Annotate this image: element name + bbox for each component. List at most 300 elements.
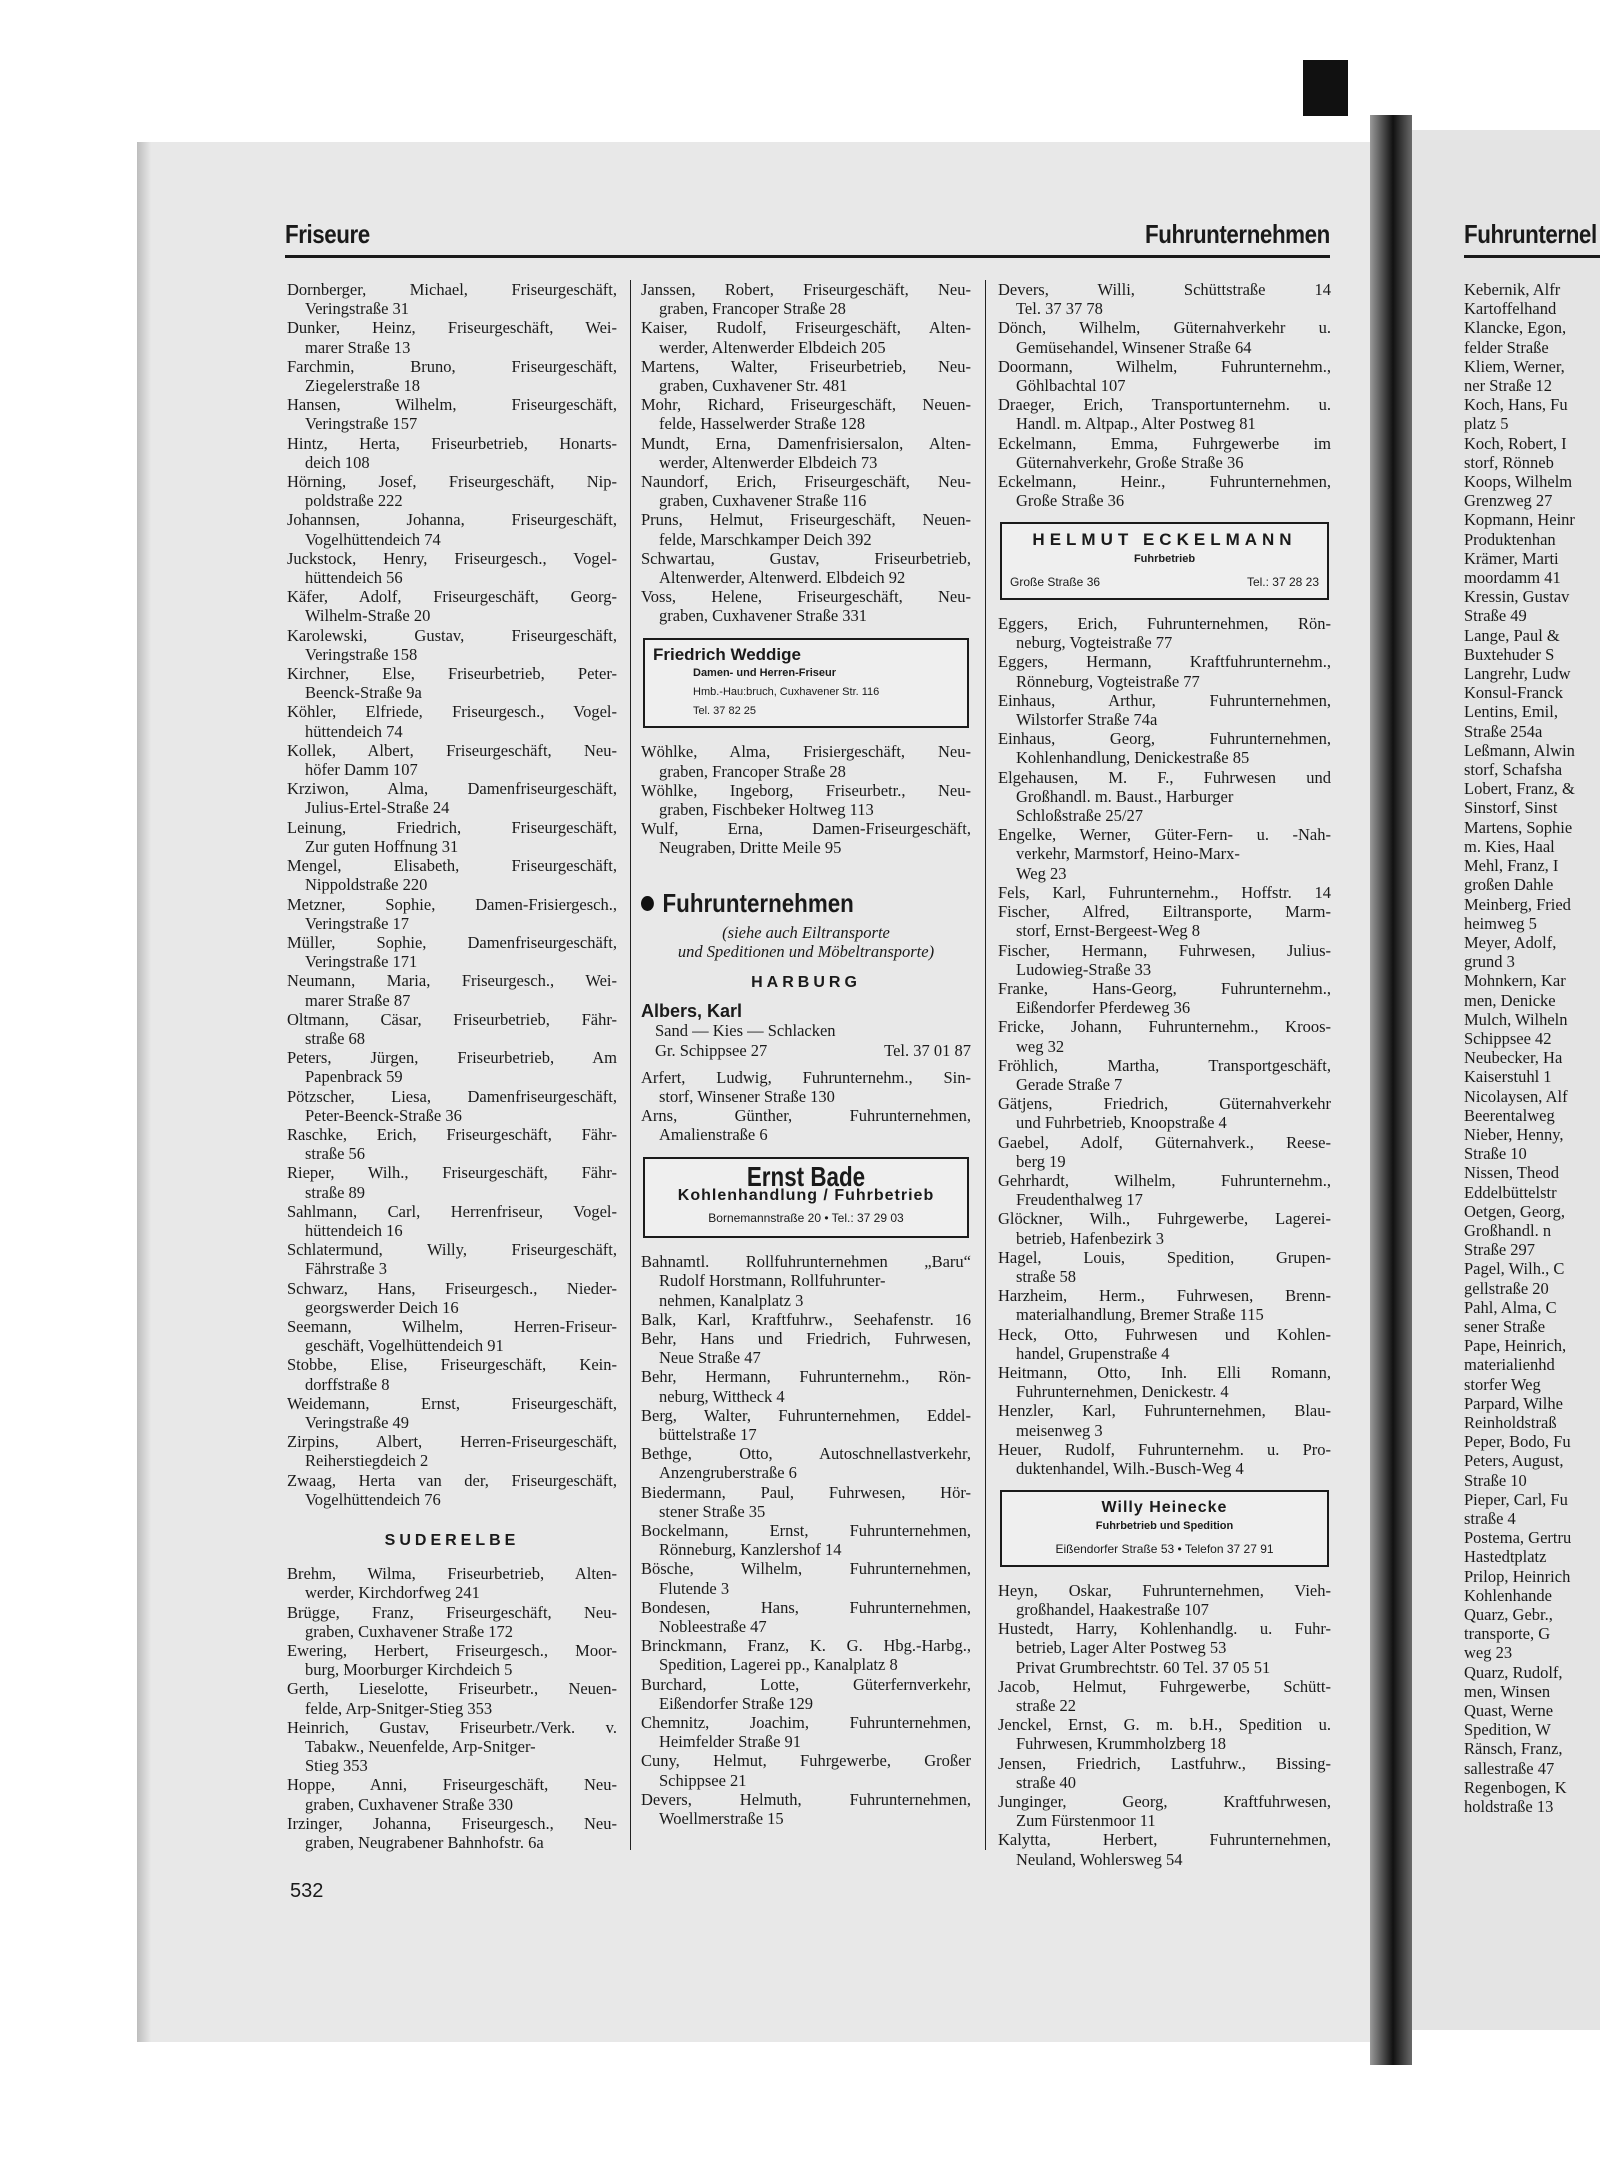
section-heading-suderelbe: SUDERELBE: [384, 1532, 520, 1549]
next-page-line: Kartoffelhand: [1464, 299, 1557, 319]
column-2: [641, 280, 971, 1828]
next-page-line: Koch, Hans, Fu: [1464, 395, 1568, 415]
entry-name-line: Gätjens, Friedrich, Güternahverkehr: [998, 1094, 1331, 1114]
entry-address-line: und Fuhrbetrieb, Knoopstraße 4: [1016, 1113, 1227, 1133]
bullet-icon: [641, 896, 654, 911]
entry-address-line: Stieg 353: [305, 1756, 368, 1776]
directory-entry: [287, 818, 617, 856]
directory-entry: [998, 652, 1331, 690]
directory-entry: [998, 825, 1331, 883]
entry-name-line: Müller, Sophie, Damenfriseurgeschäft,: [287, 932, 617, 952]
entry-address-line: Göhlbachtal 107: [1016, 376, 1126, 396]
next-page-line: Ränsch, Franz,: [1464, 1739, 1563, 1759]
entry-name-line: Hustedt, Harry, Kohlenhandlg. u. Fuhr-: [998, 1619, 1331, 1639]
entry-address-line: Ludowieg-Straße 33: [1016, 959, 1152, 979]
entry-address-line: neburg, Wittheck 4: [659, 1386, 785, 1406]
next-page-line: sallestraße 47: [1464, 1758, 1555, 1778]
directory-entry: [998, 979, 1331, 1017]
directory-entry: [287, 933, 617, 971]
entry-address-line: Veringstraße 49: [305, 1412, 410, 1432]
directory-entry: [287, 1471, 617, 1509]
entry-address-line: straße 40: [1016, 1772, 1077, 1792]
entry-name-line: Draeger, Erich, Transportunternehm. u.: [998, 395, 1331, 415]
entry-address-line: burg, Moorburger Kirchdeich 5: [305, 1660, 513, 1680]
ad-eckelmann: [1000, 522, 1329, 600]
entry-name-line: Fischer, Hermann, Fuhrwesen, Julius-: [998, 940, 1331, 960]
entry-name-line: Dunker, Heinz, Friseurgeschäft, Wei-: [287, 318, 617, 338]
running-head-right: Fuhrunternehmen: [1145, 219, 1330, 249]
directory-entry: [287, 664, 617, 702]
entry-address-line: Spedition, Lagerei pp., Kanalplatz 8: [659, 1655, 898, 1675]
entry-name-line: Seemann, Wilhelm, Herren-Friseur-: [287, 1316, 617, 1336]
ad-eckelmann-row: [1010, 573, 1319, 592]
entry-address-line: storf, Ernst-Bergeest-Weg 8: [1016, 921, 1200, 941]
ad-weddige-tel: Tel. 37 82 25: [693, 705, 756, 718]
next-page-line: m. Kies, Haal: [1464, 836, 1555, 856]
entry-address-line: Julius-Ertel-Straße 24: [305, 798, 450, 818]
directory-entry: [641, 819, 971, 857]
harburg-entries-cont: [641, 1252, 971, 1828]
directory-entry: [287, 1718, 617, 1776]
directory-entry: [287, 1010, 617, 1048]
friseure-entries: [287, 280, 617, 1509]
entry-address-line: Ziegelerstraße 18: [305, 376, 420, 396]
next-page-line: Beerentalweg: [1464, 1105, 1555, 1125]
directory-entry: [287, 779, 617, 817]
directory-entry: [641, 1790, 971, 1828]
next-page-line: Kliem, Werner,: [1464, 356, 1565, 376]
next-page-line: Quarz, Rudolf,: [1464, 1662, 1563, 1682]
entry-address-line: büttelstraße 17: [659, 1424, 757, 1444]
entry-name-line: Devers, Helmuth, Fuhrunternehmen,: [641, 1789, 971, 1809]
ad-eckelmann-title: HELMUT ECKELMANN: [1032, 530, 1297, 550]
directory-entry: [641, 781, 971, 819]
directory-entry: [998, 1581, 1331, 1619]
entry-name-line: Hansen, Wilhelm, Friseurgeschäft,: [287, 395, 617, 415]
directory-entry: [998, 1363, 1331, 1401]
next-page-line: Konsul-Franck: [1464, 683, 1563, 703]
directory-entry: [998, 1171, 1331, 1209]
directory-entry: [641, 1675, 971, 1713]
directory-entry: [998, 1440, 1331, 1478]
next-page-line: Kaiserstuhl 1: [1464, 1067, 1552, 1087]
entry-address-line: Papenbrack 59: [305, 1067, 403, 1087]
entry-address-line: hüttendeich 56: [305, 568, 403, 588]
next-page-line: Eddelbüttelstr: [1464, 1182, 1557, 1202]
entry-name-line: Raschke, Erich, Friseurgeschäft, Fähr-: [287, 1124, 617, 1144]
entry-address-line: graben, Fischbeker Holtweg 113: [659, 800, 874, 820]
entry-address-line: nehmen, Kanalplatz 3: [659, 1290, 804, 1310]
directory-entry: [998, 1754, 1331, 1792]
entry-name-line: Krziwon, Alma, Damenfriseurgeschäft,: [287, 779, 617, 799]
ad-eckelmann-address: Große Straße 36: [1010, 574, 1101, 589]
directory-entry: [998, 395, 1331, 433]
entry-name-line: Gerth, Lieselotte, Friseurbetr., Neuen-: [287, 1679, 617, 1699]
directory-entry: [998, 1677, 1331, 1715]
entry-name-line: Zwaag, Herta van der, Friseurgeschäft,: [287, 1470, 617, 1490]
fuhr-entries-top: [998, 280, 1331, 510]
next-page-line: Leßmann, Alwin: [1464, 740, 1575, 760]
next-page-line: Lobert, Franz, &: [1464, 779, 1575, 799]
entry-address-line: Eißendorfer Pferdeweg 36: [1016, 998, 1191, 1018]
albers-listing: [641, 1002, 971, 1060]
next-page-line: Lentins, Emil,: [1464, 702, 1558, 722]
directory-entry: [287, 280, 617, 318]
entry-name-line: Jensen, Friedrich, Lastfuhrw., Bissing-: [998, 1753, 1331, 1773]
entry-address-line: weg 32: [1016, 1036, 1065, 1056]
next-page-line: ner Straße 12: [1464, 376, 1552, 396]
entry-name-line: Martens, Walter, Friseurbetrieb, Neu-: [641, 356, 971, 376]
entry-name-line: Franke, Hans-Georg, Fuhrunternehm.,: [998, 978, 1331, 998]
column-divider-1: [630, 280, 631, 1850]
ad-bade-address: Bornemannstraße 20 • Tel.: 37 29 03: [708, 1210, 904, 1225]
entry-address-line: handel, Grupenstraße 4: [1016, 1343, 1170, 1363]
entry-address-line: Privat Grumbrechtstr. 60 Tel. 37 05 51: [1016, 1657, 1271, 1677]
ad-eckelmann-tel: Tel.: 37 28 23: [1246, 574, 1319, 589]
next-page-line: heimweg 5: [1464, 913, 1537, 933]
entry-address-line: werder, Altenwerder Elbdeich 205: [659, 337, 886, 357]
directory-entry: [998, 280, 1331, 318]
next-page-line: Peters, August,: [1464, 1451, 1564, 1471]
entry-address-line: Veringstraße 158: [305, 644, 418, 664]
entry-address-line: werder, Altenwerder Elbdeich 73: [659, 452, 878, 472]
entry-name-line: Henzler, Karl, Fuhrunternehmen, Blau-: [998, 1401, 1331, 1421]
next-page-line: Nieber, Henny,: [1464, 1124, 1564, 1144]
entry-name-line: Oltmann, Cäsar, Friseurbetrieb, Fähr-: [287, 1009, 617, 1029]
directory-entry: [287, 510, 617, 548]
entry-name-line: Ewering, Herbert, Friseurgesch., Moor-: [287, 1641, 617, 1661]
entry-address-line: Gerade Straße 7: [1016, 1074, 1123, 1094]
cross-reference-note-1: (siehe auch Eiltransporte: [722, 922, 890, 942]
directory-entry: [287, 1163, 617, 1201]
entry-address-line: duktenhandel, Wilh.-Busch-Weg 4: [1016, 1458, 1244, 1478]
next-page-line: Peper, Bodo, Fu: [1464, 1432, 1571, 1452]
next-page-line: men, Denicke: [1464, 990, 1556, 1010]
entry-address-line: Wilhelm-Straße 20: [305, 606, 431, 626]
entry-address-line: straße 22: [1016, 1696, 1077, 1716]
entry-address-line: geschäft, Vogelhüttendeich 91: [305, 1336, 504, 1356]
next-page-line: Kohlenhande: [1464, 1585, 1552, 1605]
entry-address-line: graben, Cuxhavener Straße 116: [659, 491, 867, 511]
entry-name-line: Karolewski, Gustav, Friseurgeschäft,: [287, 625, 617, 645]
entry-address-line: felde, Hasselwerder Straße 128: [659, 414, 866, 434]
entry-name-line: Harzheim, Herm., Fuhrwesen, Brenn-: [998, 1286, 1331, 1306]
next-page-line: felder Straße: [1464, 337, 1549, 357]
entry-address-line: felde, Arp-Snitger-Stieg 353: [305, 1698, 493, 1718]
entry-address-line: Schloßstraße 25/27: [1016, 806, 1143, 826]
header-rule: [285, 255, 1330, 258]
ad-weddige-subtitle: Damen- und Herren-Friseur: [693, 666, 837, 679]
directory-entry: [641, 1751, 971, 1789]
entry-name-line: Gaebel, Adolf, Güternahverk., Reese-: [998, 1132, 1331, 1152]
entry-name-line: Dornberger, Michael, Friseurgeschäft,: [287, 280, 617, 299]
entry-address-line: straße 68: [305, 1028, 366, 1048]
directory-entry: [287, 357, 617, 395]
entry-name-line: Burchard, Lotte, Güterfernverkehr,: [641, 1674, 971, 1694]
directory-entry: [641, 395, 971, 433]
directory-entry: [287, 1240, 617, 1278]
page-edge-shadow: [137, 142, 151, 2042]
entry-address-line: graben, Cuxhavener Straße 331: [659, 606, 868, 626]
entry-address-line: Nippoldstraße 220: [305, 875, 428, 895]
harburg-entries: [641, 1068, 971, 1145]
next-page-line: men, Winsen: [1464, 1681, 1551, 1701]
next-page-line: Pape, Heinrich,: [1464, 1336, 1567, 1356]
directory-entry: [998, 1133, 1331, 1171]
directory-entry: [287, 1641, 617, 1679]
entry-name-line: Mengel, Elisabeth, Friseurgeschäft,: [287, 856, 617, 876]
next-page-line: Kopmann, Heinr: [1464, 510, 1575, 530]
entry-name-line: Dönch, Wilhelm, Güternahverkehr u.: [998, 318, 1331, 338]
entry-name-line: Johannsen, Johanna, Friseurgeschäft,: [287, 510, 617, 530]
entry-address-line: Veringstraße 171: [305, 952, 418, 972]
entry-name-line: Heck, Otto, Fuhrwesen und Kohlen-: [998, 1324, 1331, 1344]
directory-entry: [641, 1636, 971, 1674]
entry-address-line: Schippsee 21: [659, 1770, 747, 1790]
entry-address-line: Reiherstiegdeich 2: [305, 1451, 429, 1471]
entry-address-line: Amalienstraße 6: [659, 1125, 768, 1145]
entry-name-line: Junginger, Georg, Kraftfuhrwesen,: [998, 1792, 1331, 1812]
directory-entry: [998, 902, 1331, 940]
directory-entry: [998, 1286, 1331, 1324]
next-page-line: Straße 297: [1464, 1240, 1536, 1260]
directory-entry: [998, 729, 1331, 767]
entry-address-line: Veringstraße 157: [305, 414, 418, 434]
directory-entry: [287, 702, 617, 740]
entry-address-line: felde, Marschkamper Deich 392: [659, 529, 872, 549]
directory-entry: [641, 1310, 971, 1329]
entry-address-line: Weg 23: [1016, 863, 1067, 883]
directory-entry: [641, 1068, 971, 1106]
fuhr-entries-mid: [998, 614, 1331, 1478]
entry-name-line: Wöhlke, Ingeborg, Friseurbetr., Neu-: [641, 780, 971, 800]
entry-name-line: Hagel, Louis, Spedition, Grupen-: [998, 1247, 1331, 1267]
entry-name-line: Jacob, Helmut, Fuhrgewerbe, Schütt-: [998, 1676, 1331, 1696]
albers-line-1: Sand — Kies — Schlacken: [655, 1021, 836, 1041]
entry-address-line: Neuland, Wohlersweg 54: [1016, 1849, 1183, 1869]
entry-address-line: Freudenthalweg 17: [1016, 1190, 1143, 1210]
entry-name-line: Käfer, Adolf, Friseurgeschäft, Georg-: [287, 587, 617, 607]
directory-entry: [641, 1252, 971, 1310]
directory-entry: [287, 549, 617, 587]
ad-heinecke-subtitle: Fuhrbetrieb und Spedition: [1095, 1520, 1234, 1533]
directory-entry: [287, 1087, 617, 1125]
next-page-line: Straße 254a: [1464, 721, 1543, 741]
entry-address-line: graben, Francoper Straße 28: [659, 299, 846, 319]
directory-entry: [998, 1715, 1331, 1753]
next-page-column: [1464, 280, 1600, 1816]
entry-name-line: Heitmann, Otto, Inh. Elli Romann,: [998, 1362, 1331, 1382]
entry-name-line: Gehrhardt, Wilhelm, Fuhrunternehm.,: [998, 1170, 1331, 1190]
directory-entry: [998, 1017, 1331, 1055]
entry-address-line: Veringstraße 17: [305, 913, 410, 933]
directory-entry: [641, 549, 971, 587]
entry-name-line: Kirchner, Else, Friseurbetrieb, Peter-: [287, 664, 617, 684]
directory-entry: [998, 941, 1331, 979]
entry-name-line: Peters, Jürgen, Friseurbetrieb, Am: [287, 1048, 617, 1068]
entry-name-line: Naundorf, Erich, Friseurgeschäft, Neu-: [641, 472, 971, 492]
directory-entry: [287, 434, 617, 472]
directory-entry: [641, 1713, 971, 1751]
directory-entry: [641, 1106, 971, 1144]
entry-name-line: Wöhlke, Alma, Frisiergeschäft, Neu-: [641, 742, 971, 762]
cross-reference-note-2: und Speditionen und Möbeltransporte): [677, 941, 935, 961]
directory-entry: [287, 1394, 617, 1432]
entry-address-line: neburg, Vogteistraße 77: [1016, 633, 1173, 653]
column-1: [287, 280, 617, 1852]
running-head-left: Friseure: [285, 219, 370, 249]
next-page-line: Kebernik, Alfr: [1464, 280, 1561, 299]
directory-entry: [998, 1248, 1331, 1286]
entry-address-line: Beenck-Straße 9a: [305, 683, 422, 703]
directory-entry: [998, 1830, 1331, 1868]
entry-name-line: Mohr, Richard, Friseurgeschäft, Neuen-: [641, 395, 971, 415]
entry-name-line: Elgehausen, M. F., Fuhrwesen und: [998, 767, 1331, 787]
entry-address-line: Heimfelder Straße 91: [659, 1732, 802, 1752]
entry-address-line: Vogelhüttendeich 76: [305, 1489, 441, 1509]
entry-name-line: Schlatermund, Willy, Friseurgeschäft,: [287, 1240, 617, 1260]
entry-address-line: berg 19: [1016, 1151, 1066, 1171]
directory-entry: [641, 434, 971, 472]
entry-name-line: Glöckner, Wilh., Fuhrgewerbe, Lagerei-: [998, 1209, 1331, 1229]
directory-entry: [998, 434, 1331, 472]
ad-weddige-address: Hmb.-Hau:bruch, Cuxhavener Str. 116: [693, 686, 880, 699]
entry-name-line: Schwartau, Gustav, Friseurbetrieb,: [641, 548, 971, 568]
next-page-line: Koch, Robert, I: [1464, 433, 1567, 453]
fuhr-entries-bottom: [998, 1581, 1331, 1869]
next-page-line: moordamm 41: [1464, 568, 1561, 588]
entry-name-line: Einhaus, Georg, Fuhrunternehmen,: [998, 729, 1331, 749]
next-page-line: Martens, Sophie: [1464, 817, 1573, 837]
directory-entry: [287, 895, 617, 933]
directory-entry: [287, 856, 617, 894]
entry-name-line: Stobbe, Elise, Friseurgeschäft, Kein-: [287, 1355, 617, 1375]
next-page-line: Sinstorf, Sinst: [1464, 798, 1558, 818]
entry-address-line: graben, Cuxhavener Str. 481: [659, 376, 848, 396]
entry-address-line: Vogelhüttendeich 74: [305, 529, 441, 549]
ad-heinecke: [1000, 1490, 1329, 1567]
entry-address-line: Nobleestraße 47: [659, 1616, 767, 1636]
next-page-line: Regenbogen, K: [1464, 1777, 1567, 1797]
entry-name-line: Farchmin, Bruno, Friseurgeschäft,: [287, 356, 617, 376]
entry-address-line: Zum Fürstenmoor 11: [1016, 1811, 1156, 1831]
directory-entry: [998, 1325, 1331, 1363]
entry-address-line: Wilstorfer Straße 74a: [1016, 710, 1158, 730]
friseure-entries-cont: [641, 280, 971, 626]
next-page-line: Nicolaysen, Alf: [1464, 1086, 1568, 1106]
entry-address-line: Fuhrwesen, Krummholzberg 18: [1016, 1734, 1227, 1754]
directory-entry: [641, 318, 971, 356]
directory-entry: [641, 1367, 971, 1405]
entry-address-line: deich 108: [305, 452, 370, 472]
next-page-line: Kressin, Gustav: [1464, 587, 1570, 607]
column-divider-2: [985, 280, 986, 1850]
entry-name-line: Hörning, Josef, Friseurgeschäft, Nip-: [287, 472, 617, 492]
entry-address-line: stener Straße 35: [659, 1501, 766, 1521]
next-page-line: Pahl, Alma, C: [1464, 1297, 1557, 1317]
entry-address-line: Großhandl. m. Baust., Harburger: [1016, 786, 1234, 806]
entry-name-line: Berg, Walter, Fuhrunternehmen, Eddel-: [641, 1405, 971, 1425]
directory-entry: [287, 1775, 617, 1813]
entry-name-line: Behr, Hans und Friedrich, Fuhrwesen,: [641, 1328, 971, 1348]
ad-weddige-title: Friedrich Weddige: [653, 644, 801, 664]
header-rule-next-page: [1464, 255, 1600, 258]
entry-address-line: Veringstraße 31: [305, 299, 410, 319]
next-page-line: transporte, G: [1464, 1624, 1551, 1644]
directory-entry: [641, 280, 971, 318]
directory-entry: [287, 1679, 617, 1717]
directory-entry: [641, 587, 971, 625]
entry-name-line: Weidemann, Ernst, Friseurgeschäft,: [287, 1393, 617, 1413]
directory-entry: [998, 1792, 1331, 1830]
directory-entry: [641, 1483, 971, 1521]
next-page-line: Parpard, Wilhe: [1464, 1393, 1563, 1413]
section-heading-harburg: HARBURG: [751, 973, 861, 991]
albers-tel: Tel. 37 01 87: [884, 1040, 971, 1060]
next-page-line: platz 5: [1464, 414, 1509, 434]
directory-entry: [287, 1125, 617, 1163]
entry-name-line: Cuny, Helmut, Fuhrgewerbe, Großer: [641, 1751, 971, 1771]
entry-name-line: Voss, Helene, Friseurgeschäft, Neu-: [641, 587, 971, 607]
entry-address-line: marer Straße 87: [305, 990, 411, 1010]
directory-entry: [998, 768, 1331, 826]
entry-name-line: Rieper, Wilh., Friseurgeschäft, Fähr-: [287, 1163, 617, 1183]
entry-address-line: Tel. 37 37 78: [1016, 299, 1103, 319]
directory-entry: [641, 1406, 971, 1444]
entry-address-line: hüttendeich 74: [305, 721, 403, 741]
ad-eckelmann-subtitle: Fuhrbetrieb: [1133, 552, 1196, 565]
entry-address-line: Eißendorfer Straße 129: [659, 1693, 813, 1713]
directory-entry: [998, 1094, 1331, 1132]
albers-line-2: [641, 1041, 971, 1060]
entry-name-line: Eggers, Hermann, Kraftfuhrunternehm.,: [998, 652, 1331, 672]
entry-address-line: storf, Winsener Straße 130: [659, 1086, 835, 1106]
next-page-line: Großhandl. n: [1464, 1220, 1552, 1240]
entry-name-line: Sahlmann, Carl, Herrenfriseur, Vogel-: [287, 1201, 617, 1221]
entry-name-line: Arfert, Ludwig, Fuhrunternehm., Sin-: [641, 1067, 971, 1087]
directory-entry: [998, 1401, 1331, 1439]
entry-name-line: Eckelmann, Heinr., Fuhrunternehmen,: [998, 472, 1331, 492]
next-page-line: Lange, Paul &: [1464, 625, 1560, 645]
entry-address-line: meisenweg 3: [1016, 1420, 1103, 1440]
entry-name-line: Jenckel, Ernst, G. m. b.H., Spedition u.: [998, 1715, 1331, 1735]
next-page-line: storfer Weg: [1464, 1374, 1541, 1394]
directory-entry: [287, 1603, 617, 1641]
directory-entry: [287, 741, 617, 779]
entry-address-line: Tabakw., Neuenfelde, Arp-Snitger-: [305, 1737, 536, 1757]
entry-address-line: Rudolf Horstmann, Rollfuhrunter-: [659, 1271, 886, 1291]
directory-entry: [998, 614, 1331, 652]
entry-address-line: dorffstraße 8: [305, 1374, 390, 1394]
next-page-line: Pagel, Wilh., C: [1464, 1259, 1565, 1279]
entry-name-line: Kollek, Albert, Friseurgeschäft, Neu-: [287, 740, 617, 760]
friseure-entries-end: [641, 742, 971, 857]
next-page-line: holdstraße 13: [1464, 1797, 1554, 1817]
next-page-line: Grenzweg 27: [1464, 491, 1553, 511]
next-page-line: Meinberg, Fried: [1464, 894, 1571, 914]
suderelbe-entries: [287, 1564, 617, 1852]
entry-name-line: Metzner, Sophie, Damen-Frisiergesch.,: [287, 894, 617, 914]
entry-name-line: Fischer, Alfred, Eiltransporte, Marm-: [998, 902, 1331, 922]
entry-name-line: Hoppe, Anni, Friseurgeschäft, Neu-: [287, 1775, 617, 1795]
next-page-line: Langrehr, Ludw: [1464, 664, 1571, 684]
entry-address-line: betrieb, Lager Alter Postweg 53: [1016, 1638, 1227, 1658]
entry-address-line: graben, Cuxhavener Straße 330: [305, 1794, 514, 1814]
entry-address-line: Rönneburg, Vogteistraße 77: [1016, 671, 1200, 691]
entry-address-line: marer Straße 13: [305, 337, 411, 357]
entry-name-line: Heinrich, Gustav, Friseurbetr./Verk. v.: [287, 1717, 617, 1737]
column-3: [998, 280, 1331, 1869]
